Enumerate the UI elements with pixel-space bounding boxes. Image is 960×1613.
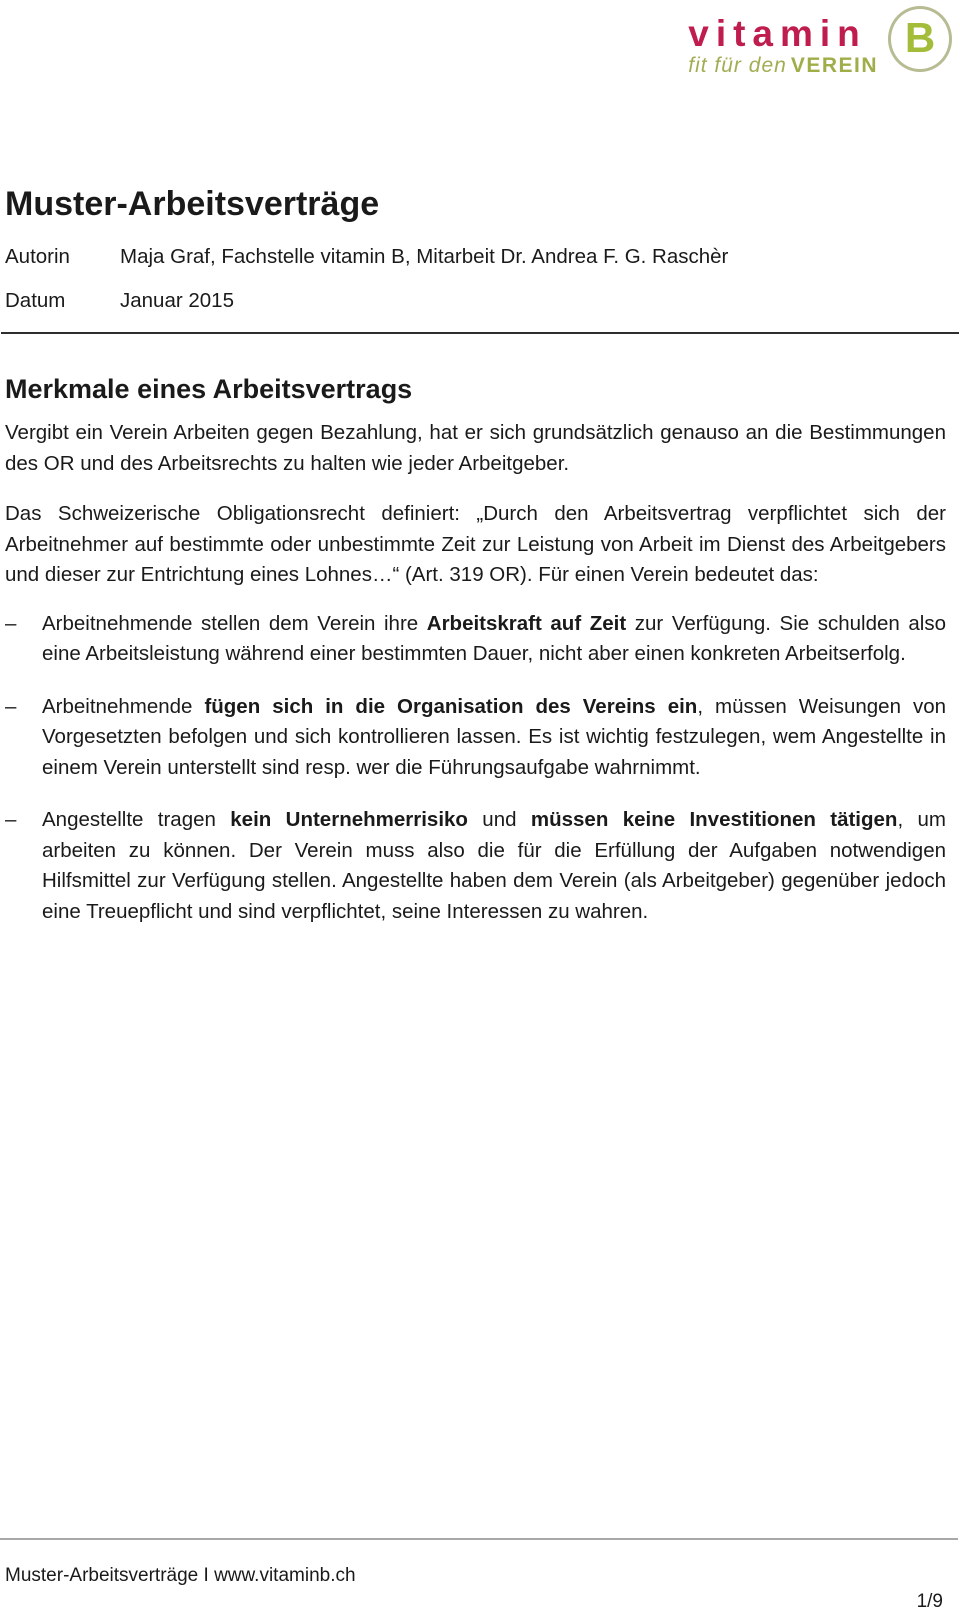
text-segment-bold: kein Unternehmerrisiko xyxy=(230,808,468,831)
author-row xyxy=(5,245,946,269)
text-segment: Arbeitnehmende xyxy=(42,694,205,718)
text-segment: Angestellte tragen xyxy=(42,808,231,831)
list-item xyxy=(5,609,946,670)
bullet-marker: – xyxy=(5,611,17,635)
section-heading: Merkmale eines Arbeitsvertrags xyxy=(5,374,413,404)
logo-text-column xyxy=(688,6,878,76)
text-segment-bold: Arbeitskraft auf Zeit xyxy=(426,611,627,635)
date-value: Januar 2015 xyxy=(120,289,234,312)
logo-wordmark: vitamin xyxy=(688,13,867,54)
list-item-text xyxy=(42,805,946,927)
date-row xyxy=(5,289,946,313)
logo-badge-letter: B xyxy=(904,14,936,61)
vitaminb-logo xyxy=(688,6,952,76)
author-value: Maja Graf, Fachstelle vitamin B, Mitarbeit Dr. Andrea F. G. Raschèr xyxy=(120,245,729,268)
list-item xyxy=(5,692,946,784)
paragraph-or-definition: Das Schweizerische Obligationsrecht definiert: „Durch den Arbeitsvertrag verpflichtet sich der Arbeitnehmer auf bestimmte oder unbestimmte Zeit zur Leistung von Arbeit im Dienst des Arbeitgebers und dieser zur Entrichtung eines Lohnes…“ (Art. 319 OR). Für einen Verein bedeutet das: xyxy=(5,502,946,586)
paragraph-intro: Vergibt ein Verein Arbeiten gegen Bezahlung, hat er sich grundsätzlich genauso an die Bestimmungen des OR und des Arbeitsrechts zu halten wie jeder Arbeitgeber. xyxy=(5,421,946,475)
bullet-list xyxy=(5,609,946,928)
list-item xyxy=(5,805,946,927)
logo-tagline-italic: fit für den xyxy=(688,54,787,77)
bullet-marker: – xyxy=(5,694,17,718)
text-segment: , um arbeiten zu können. Der Verein muss also die für die Erfüllung der Aufgaben notwendigen Hilfsmittel zur Verfügung stellen. Angestellte haben dem Verein (als Arbeitgeber) gegenüber jedoch eine Treuepflicht und sind verpflichtet, seine Interessen zu wahren. xyxy=(42,808,946,923)
text-segment-bold: fügen sich in die Organisation des Vereins ein xyxy=(204,694,698,718)
page-number: 1/9 xyxy=(916,1591,943,1612)
footer-divider xyxy=(0,1538,958,1540)
text-segment: zur Verfügung. Sie schulden also eine Arbeitsleistung während einer bestimmten Dauer, nicht aber einen konkreten Arbeitserfolg. xyxy=(42,611,946,665)
logo-tagline-bold: VEREIN xyxy=(790,54,878,77)
logo-tagline xyxy=(688,55,878,76)
list-item-text xyxy=(42,609,946,670)
list-item-text xyxy=(42,692,946,784)
logo-b-badge-icon xyxy=(888,6,952,72)
author-label: Autorin xyxy=(5,245,70,268)
footer-document-label: Muster-Arbeitsverträge I www.vitaminb.ch xyxy=(5,1565,356,1586)
text-segment-bold: müssen keine Investitionen tätigen xyxy=(530,808,898,831)
bullet-marker: – xyxy=(5,808,17,831)
date-label: Datum xyxy=(5,289,66,312)
text-segment: Arbeitnehmende stellen dem Verein ihre xyxy=(42,611,427,635)
header-divider xyxy=(1,332,959,334)
page-title: Muster-Arbeitsverträge xyxy=(5,185,380,223)
text-segment: , müssen Weisungen von Vorgesetzten befolgen und sich kontrollieren lassen. Es ist wichtig festzulegen, wem Angestellte in einem Verein unterstellt sind resp. wer die Führungsaufgabe wahrnimmt. xyxy=(42,694,947,779)
text-segment: und xyxy=(467,808,531,831)
